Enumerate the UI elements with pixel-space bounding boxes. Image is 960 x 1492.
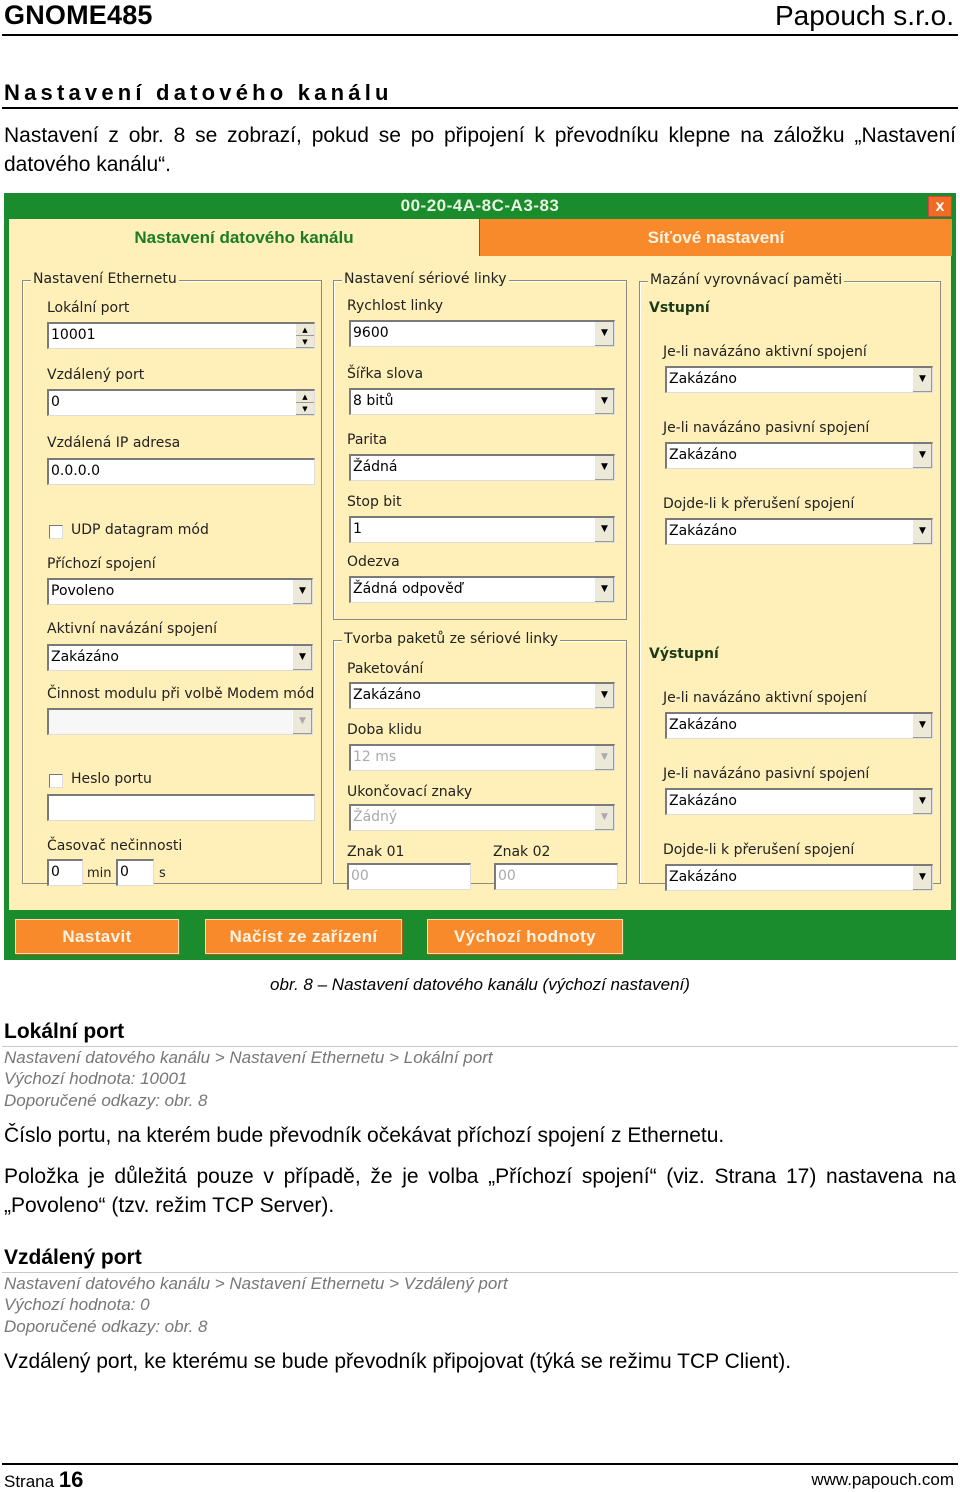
password-checkbox[interactable] [49, 774, 63, 788]
tab-data-channel[interactable]: Nastavení datového kanálu [9, 219, 479, 256]
input-title: Vstupní [649, 300, 710, 316]
idle-value: 12 ms [353, 749, 397, 765]
in-passive-select[interactable] [665, 442, 933, 469]
in-interrupt-value: Zakázáno [669, 523, 737, 539]
width-value: 8 bitů [353, 393, 394, 409]
active-conn-label: Aktivní navázání spojení [47, 621, 218, 637]
spin-down-icon[interactable]: ▼ [296, 403, 314, 415]
page-number [4, 1467, 83, 1492]
local-port-path: Nastavení datového kanálu > Nastavení Ethernetu > Lokální port [4, 1048, 493, 1067]
ethernet-group-caption: Nastavení Ethernetu [33, 271, 177, 287]
remote-port-spinner[interactable] [296, 391, 314, 415]
default-values-button[interactable]: Výchozí hodnoty [427, 919, 623, 954]
local-port-note: Položka je důležitá pouze v případě, že je volba „Příchozí spojení“ (viz. Strana 17) nastavena na „Povoleno“ (tzv. režim TCP Server). [4, 1165, 956, 1217]
incoming-value: Povoleno [51, 583, 115, 599]
section-title: Nastavení datového kanálu [4, 80, 393, 105]
speed-value: 9600 [353, 325, 389, 341]
timer-sec-unit: s [159, 866, 166, 881]
page-label: Strana [4, 1472, 55, 1491]
packeting-label: Paketování [347, 661, 424, 677]
modem-label: Činnost modulu při volbě Modem mód [47, 686, 315, 702]
char2-value: 00 [498, 868, 516, 884]
response-value: Žádná odpověď [353, 581, 463, 597]
output-title: Výstupní [649, 646, 719, 662]
speed-select[interactable] [349, 320, 615, 347]
out-active-value: Zakázáno [669, 717, 737, 733]
dropdown-arrow-icon[interactable]: ▼ [292, 580, 312, 604]
timer-sec-value: 0 [120, 864, 129, 880]
dropdown-arrow-icon[interactable]: ▼ [292, 646, 312, 670]
remote-port-input[interactable] [47, 389, 315, 416]
term-select[interactable] [349, 804, 615, 831]
dropdown-arrow-icon[interactable]: ▼ [594, 390, 614, 414]
in-active-label: Je-li navázáno aktivní spojení [663, 344, 867, 360]
active-conn-value: Zakázáno [51, 649, 119, 665]
term-label: Ukončovací znaky [347, 784, 473, 800]
packeting-value: Zakázáno [353, 687, 421, 703]
close-icon[interactable]: x [928, 196, 952, 217]
local-port-refs: Doporučené odkazy: obr. 8 [4, 1091, 208, 1110]
section-rule [2, 107, 958, 109]
stopbit-value: 1 [353, 521, 362, 537]
dropdown-arrow-icon[interactable]: ▼ [292, 710, 312, 734]
local-port-desc: Číslo portu, na kterém bude převodník očekávat příchozí spojení z Ethernetu. [4, 1124, 725, 1147]
spin-down-icon[interactable]: ▼ [296, 336, 314, 348]
out-passive-select[interactable] [665, 788, 933, 815]
remote-ip-label: Vzdálená IP adresa [47, 435, 181, 451]
udp-label: UDP datagram mód [71, 522, 209, 538]
packeting-select[interactable] [349, 682, 615, 709]
dropdown-arrow-icon[interactable]: ▼ [912, 714, 932, 738]
password-label: Heslo portu [71, 771, 152, 787]
stopbit-label: Stop bit [347, 494, 402, 510]
timer-min-value: 0 [51, 864, 60, 880]
remote-port-value: 0 [51, 394, 60, 410]
dropdown-arrow-icon[interactable]: ▼ [912, 368, 932, 392]
dropdown-arrow-icon[interactable]: ▼ [594, 806, 614, 830]
in-passive-label: Je-li navázáno pasivní spojení [663, 420, 870, 436]
packets-group-caption: Tvorba paketů ze sériové linky [344, 631, 558, 647]
remote-ip-input[interactable] [47, 458, 315, 485]
term-value: Žádný [353, 809, 398, 825]
char1-value: 00 [351, 868, 369, 884]
local-port-spinner[interactable] [296, 324, 314, 348]
dropdown-arrow-icon[interactable]: ▼ [912, 520, 932, 544]
intro-paragraph: Nastavení z obr. 8 se zobrazí, pokud se po připojení k převodníku klepne na záložku „Nastavení datového kanálu“. [4, 124, 956, 176]
remote-port-desc: Vzdálený port, ke kterému se bude převodník připojovat (týká se režimu TCP Client). [4, 1350, 792, 1373]
parity-select[interactable] [349, 454, 615, 481]
local-port-value: 10001 [51, 327, 96, 343]
spin-up-icon[interactable]: ▲ [296, 391, 314, 403]
out-interrupt-value: Zakázáno [669, 869, 737, 885]
timer-min-input[interactable] [47, 859, 83, 886]
out-passive-label: Je-li navázáno pasivní spojení [663, 766, 870, 782]
response-select[interactable] [349, 576, 615, 603]
in-interrupt-label: Dojde-li k přerušení spojení [663, 496, 855, 512]
udp-checkbox[interactable] [49, 525, 63, 539]
out-interrupt-select[interactable] [665, 864, 933, 891]
dropdown-arrow-icon[interactable]: ▼ [912, 866, 932, 890]
buffer-group-caption: Mazání vyrovnávací paměti [650, 272, 843, 288]
dropdown-arrow-icon[interactable]: ▼ [594, 322, 614, 346]
tab-panel [9, 256, 951, 910]
parity-value: Žádná [353, 459, 398, 475]
footer-url[interactable]: www.papouch.com [811, 1470, 954, 1489]
dropdown-arrow-icon[interactable]: ▼ [912, 444, 932, 468]
footer-rule [2, 1463, 958, 1465]
doc-header-product: GNOME485 [4, 0, 153, 30]
figure-caption: obr. 8 – Nastavení datového kanálu (výchozí nastavení) [270, 975, 690, 994]
remote-port-default: Výchozí hodnota: 0 [4, 1295, 150, 1314]
dropdown-arrow-icon[interactable]: ▼ [912, 790, 932, 814]
tab-network-settings[interactable]: Síťové nastavení [480, 219, 952, 256]
speed-label: Rychlost linky [347, 298, 444, 314]
in-active-value: Zakázáno [669, 371, 737, 387]
timer-sec-input[interactable] [116, 859, 154, 886]
load-from-device-button[interactable]: Načíst ze zařízení [205, 919, 402, 954]
timer-label: Časovač nečinnosti [47, 838, 183, 854]
active-conn-select[interactable] [47, 644, 313, 671]
header-rule [2, 34, 958, 36]
spin-up-icon[interactable]: ▲ [296, 324, 314, 336]
char1-input[interactable] [347, 863, 471, 890]
dropdown-arrow-icon[interactable]: ▼ [594, 684, 614, 708]
in-passive-value: Zakázáno [669, 447, 737, 463]
local-port-default: Výchozí hodnota: 10001 [4, 1069, 188, 1088]
idle-label: Doba klidu [347, 722, 422, 738]
page-number-value: 16 [58, 1467, 84, 1492]
incoming-label: Příchozí spojení [47, 556, 156, 572]
char1-label: Znak 01 [347, 844, 405, 860]
idle-select[interactable] [349, 744, 615, 771]
local-port-label: Lokální port [47, 300, 130, 316]
remote-port-refs: Doporučené odkazy: obr. 8 [4, 1317, 208, 1336]
response-label: Odezva [347, 554, 400, 570]
dropdown-arrow-icon[interactable]: ▼ [594, 456, 614, 480]
out-passive-value: Zakázáno [669, 793, 737, 809]
in-active-select[interactable] [665, 366, 933, 393]
password-input[interactable] [47, 794, 315, 821]
stopbit-select[interactable] [349, 516, 615, 543]
dropdown-arrow-icon[interactable]: ▼ [594, 578, 614, 602]
out-active-label: Je-li navázáno aktivní spojení [663, 690, 867, 706]
doc-header-company: Papouch s.r.o. [774, 0, 954, 31]
serial-group-caption: Nastavení sériové linky [344, 271, 507, 287]
window-title: 00-20-4A-8C-A3-83 [400, 196, 560, 215]
remote-port-path: Nastavení datového kanálu > Nastavení Ethernetu > Vzdálený port [4, 1274, 508, 1293]
settings-window [4, 193, 956, 960]
remote-ip-value: 0.0.0.0 [51, 463, 100, 479]
width-label: Šířka slova [347, 366, 424, 382]
local-port-input[interactable] [47, 322, 315, 349]
width-select[interactable] [349, 388, 615, 415]
local-port-heading: Lokální port [4, 1020, 125, 1043]
in-interrupt-select[interactable] [665, 518, 933, 545]
incoming-select[interactable] [47, 578, 313, 605]
char2-label: Znak 02 [493, 844, 551, 860]
modem-select[interactable] [47, 708, 313, 735]
remote-port-heading: Vzdálený port [4, 1246, 142, 1269]
dropdown-arrow-icon[interactable]: ▼ [594, 746, 614, 770]
dropdown-arrow-icon[interactable]: ▼ [594, 518, 614, 542]
char2-input[interactable] [494, 863, 618, 890]
set-button[interactable]: Nastavit [15, 919, 179, 954]
remote-port-label: Vzdálený port [47, 367, 145, 383]
parity-label: Parita [347, 432, 388, 448]
out-interrupt-label: Dojde-li k přerušení spojení [663, 842, 855, 858]
timer-min-unit: min [87, 866, 112, 881]
out-active-select[interactable] [665, 712, 933, 739]
